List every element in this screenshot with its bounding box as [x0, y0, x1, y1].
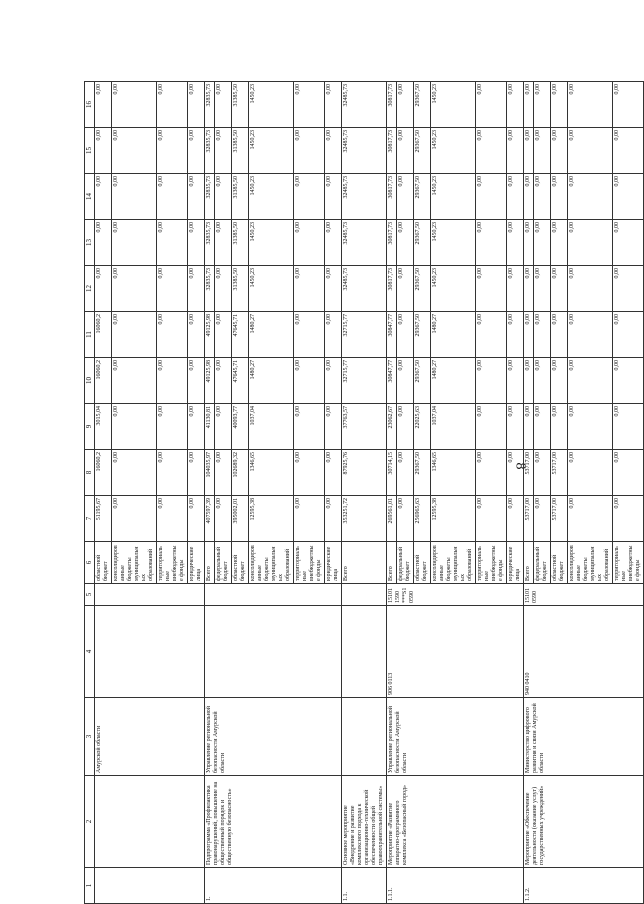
- row-name: Подпрограмма «Профилактика правонарушений, повышение на общественный порядок и общественную безопасность»: [205, 776, 342, 868]
- funding-source: консолидированные бюджеты муниципальных образований: [112, 542, 157, 584]
- row-kbk-code: 151010590: [524, 584, 644, 606]
- amount-cell: 0,00: [507, 358, 524, 404]
- amount-cell: 0,00: [325, 82, 342, 128]
- amount-cell: 0,00: [157, 266, 188, 312]
- amount-cell: 269561,01: [387, 496, 397, 542]
- amount-cell: 0,00: [551, 312, 568, 358]
- amount-cell: 0,00: [613, 82, 644, 128]
- amount-cell: 0,00: [524, 404, 534, 450]
- amount-cell: 0,00: [476, 220, 507, 266]
- amount-cell: 32715,77: [342, 312, 387, 358]
- amount-cell: 0,00: [325, 450, 342, 496]
- amount-cell: 1450,23: [431, 174, 476, 220]
- amount-cell: 31385,50: [232, 266, 249, 312]
- funding-source: федеральный бюджет: [534, 542, 551, 584]
- amount-cell: 0,00: [294, 174, 325, 220]
- amount-cell: 30817,73: [387, 174, 397, 220]
- funding-source: Всего: [205, 542, 215, 584]
- amount-cell: 29367,50: [414, 358, 431, 404]
- funding-source: областной бюджет: [95, 542, 112, 584]
- amount-cell: 0,00: [188, 220, 205, 266]
- header-cell: 7: [85, 496, 95, 542]
- amount-cell: 29367,50: [414, 128, 431, 174]
- amount-cell: 32835,73: [205, 174, 215, 220]
- amount-cell: 0,00: [476, 496, 507, 542]
- amount-cell: 0,00: [95, 266, 112, 312]
- amount-cell: 0,00: [397, 404, 414, 450]
- amount-cell: 0,00: [476, 128, 507, 174]
- amount-cell: 0,00: [507, 450, 524, 496]
- row-executor: [342, 698, 387, 776]
- funding-source: юридические лица: [507, 542, 524, 584]
- amount-cell: 30817,73: [387, 128, 397, 174]
- header-cell: 16: [85, 82, 95, 128]
- amount-cell: 53717,00: [524, 496, 534, 542]
- row-kbk-ministry: 906 0113: [387, 606, 524, 698]
- amount-cell: 1480,27: [249, 312, 294, 358]
- amount-cell: 32715,77: [342, 358, 387, 404]
- amount-cell: 1450,23: [249, 220, 294, 266]
- amount-cell: 0,00: [325, 128, 342, 174]
- amount-cell: 1480,27: [249, 358, 294, 404]
- amount-cell: 16060,2: [95, 312, 112, 358]
- amount-cell: 12595,38: [431, 496, 476, 542]
- amount-cell: 0,00: [534, 128, 551, 174]
- amount-cell: 32835,73: [205, 266, 215, 312]
- amount-cell: 30817,73: [387, 220, 397, 266]
- amount-cell: 0,00: [613, 220, 644, 266]
- amount-cell: 0,00: [568, 358, 613, 404]
- amount-cell: 29367,50: [414, 220, 431, 266]
- funding-source: областной бюджет: [414, 542, 431, 584]
- amount-cell: 1037,04: [249, 404, 294, 450]
- amount-cell: 0,00: [507, 266, 524, 312]
- amount-cell: 0,00: [507, 496, 524, 542]
- amount-cell: 0,00: [112, 174, 157, 220]
- amount-cell: 1450,23: [249, 266, 294, 312]
- amount-cell: 0,00: [613, 266, 644, 312]
- amount-cell: 0,00: [568, 312, 613, 358]
- table-body: [85, 82, 644, 904]
- row-executor: Амурской области: [95, 698, 205, 776]
- amount-cell: 0,00: [325, 266, 342, 312]
- amount-cell: 0,00: [157, 312, 188, 358]
- row-executor: Министерство цифрового развития и связи Амурской области: [524, 698, 644, 776]
- amount-cell: 0,00: [157, 174, 188, 220]
- amount-cell: 0,00: [613, 358, 644, 404]
- funding-source: консолидированные бюджеты муниципальных образований: [249, 542, 294, 584]
- amount-cell: 0,00: [215, 312, 232, 358]
- budget-table-rotated: [84, 84, 641, 904]
- amount-cell: 0,00: [568, 266, 613, 312]
- amount-cell: 0,00: [294, 496, 325, 542]
- row-name: [95, 776, 205, 868]
- amount-cell: 0,00: [568, 82, 613, 128]
- amount-cell: 0,00: [476, 358, 507, 404]
- amount-cell: 32485,73: [342, 82, 387, 128]
- amount-cell: 31385,50: [232, 82, 249, 128]
- amount-cell: 0,00: [325, 220, 342, 266]
- amount-cell: 0,00: [112, 358, 157, 404]
- amount-cell: 0,00: [294, 266, 325, 312]
- amount-cell: 0,00: [325, 358, 342, 404]
- header-cell: 5: [85, 584, 95, 606]
- amount-cell: 0,00: [524, 82, 534, 128]
- amount-cell: 1037,04: [431, 404, 476, 450]
- amount-cell: 0,00: [397, 450, 414, 496]
- amount-cell: 47645,71: [232, 358, 249, 404]
- amount-cell: 0,00: [157, 450, 188, 496]
- row-code: 1.1.1.: [387, 868, 524, 904]
- header-cell: 1: [85, 868, 95, 904]
- amount-cell: 0,00: [157, 220, 188, 266]
- amount-cell: 0,00: [534, 82, 551, 128]
- amount-cell: 353251,72: [342, 496, 387, 542]
- amount-cell: 0,00: [188, 404, 205, 450]
- amount-cell: 0,00: [507, 312, 524, 358]
- amount-cell: 1480,27: [431, 358, 476, 404]
- funding-source: территориальные внебюджетные фонды: [476, 542, 507, 584]
- row-name: Мероприятие «Обеспечение деятельности (оказание услуг) государственных учреждений»: [524, 776, 644, 868]
- amount-cell: 0,00: [157, 358, 188, 404]
- budget-table: [84, 81, 644, 904]
- amount-cell: 0,00: [294, 404, 325, 450]
- funding-source: юридические лица: [188, 542, 205, 584]
- header-cell: 6: [85, 542, 95, 584]
- amount-cell: 0,00: [507, 82, 524, 128]
- amount-cell: 0,00: [112, 496, 157, 542]
- amount-cell: 0,00: [157, 82, 188, 128]
- amount-cell: 32835,73: [205, 220, 215, 266]
- amount-cell: 0,00: [524, 312, 534, 358]
- amount-cell: 0,00: [95, 174, 112, 220]
- amount-cell: 0,00: [157, 128, 188, 174]
- amount-cell: 1450,23: [431, 266, 476, 312]
- amount-cell: 407597,39: [205, 496, 215, 542]
- amount-cell: 0,00: [112, 404, 157, 450]
- amount-cell: 0,00: [534, 404, 551, 450]
- funding-source: территориальные внебюджетные фонды: [613, 542, 644, 584]
- amount-cell: 0,00: [188, 128, 205, 174]
- header-cell: 8: [85, 450, 95, 496]
- amount-cell: 0,00: [534, 450, 551, 496]
- amount-cell: 1450,23: [431, 128, 476, 174]
- row-code: 1.1.2.: [524, 868, 644, 904]
- funding-source: Всего: [524, 542, 534, 584]
- amount-cell: 0,00: [524, 220, 534, 266]
- amount-cell: 0,00: [534, 358, 551, 404]
- amount-cell: 0,00: [534, 312, 551, 358]
- amount-cell: 0,00: [568, 174, 613, 220]
- amount-cell: 0,00: [534, 174, 551, 220]
- row-kbk-code: 151011590 ***S10590: [387, 584, 524, 606]
- header-cell: 10: [85, 358, 95, 404]
- amount-cell: 1450,23: [431, 220, 476, 266]
- amount-cell: 0,00: [294, 128, 325, 174]
- amount-cell: 32485,73: [342, 220, 387, 266]
- amount-cell: 1450,23: [431, 82, 476, 128]
- amount-cell: 0,00: [95, 82, 112, 128]
- amount-cell: 0,00: [613, 174, 644, 220]
- amount-cell: 0,00: [112, 82, 157, 128]
- funding-source: консолидированные бюджеты муниципальных образований: [568, 542, 613, 584]
- amount-cell: 0,00: [112, 220, 157, 266]
- amount-cell: 29367,50: [414, 266, 431, 312]
- amount-cell: 0,00: [568, 404, 613, 450]
- amount-cell: 0,00: [215, 266, 232, 312]
- amount-cell: 0,00: [507, 220, 524, 266]
- amount-cell: 31385,50: [232, 174, 249, 220]
- amount-cell: 0,00: [476, 450, 507, 496]
- amount-cell: 41130,81: [205, 404, 215, 450]
- funding-source: областной бюджет: [232, 542, 249, 584]
- amount-cell: 29367,50: [414, 174, 431, 220]
- amount-cell: 0,00: [215, 174, 232, 220]
- amount-cell: 53717,00: [524, 450, 534, 496]
- amount-cell: 53717,00: [551, 450, 568, 496]
- header-cell: 2: [85, 776, 95, 868]
- amount-cell: 0,00: [551, 82, 568, 128]
- amount-cell: 0,00: [534, 496, 551, 542]
- amount-cell: 30817,73: [387, 82, 397, 128]
- amount-cell: 0,00: [397, 220, 414, 266]
- header-row: [85, 82, 95, 904]
- amount-cell: 0,00: [215, 358, 232, 404]
- amount-cell: 53717,00: [551, 496, 568, 542]
- amount-cell: 0,00: [325, 312, 342, 358]
- amount-cell: 0,00: [613, 404, 644, 450]
- amount-cell: 32485,73: [342, 174, 387, 220]
- funding-source: Всего: [387, 542, 397, 584]
- row-code: 1.1.: [342, 868, 387, 904]
- amount-cell: 0,00: [325, 404, 342, 450]
- amount-cell: 0,00: [568, 128, 613, 174]
- amount-cell: 30714,15: [387, 450, 397, 496]
- amount-cell: 49125,98: [205, 312, 215, 358]
- header-cell: 12: [85, 266, 95, 312]
- amount-cell: 0,00: [551, 220, 568, 266]
- amount-cell: 0,00: [397, 496, 414, 542]
- row-kbk-ministry: [205, 606, 342, 698]
- funding-source: федеральный бюджет: [397, 542, 414, 584]
- amount-cell: 0,00: [188, 174, 205, 220]
- amount-cell: 0,00: [613, 496, 644, 542]
- header-cell: 3: [85, 698, 95, 776]
- amount-cell: 0,00: [215, 404, 232, 450]
- amount-cell: 29367,50: [414, 82, 431, 128]
- amount-cell: 32835,73: [205, 82, 215, 128]
- amount-cell: 0,00: [397, 82, 414, 128]
- amount-cell: 0,00: [188, 82, 205, 128]
- amount-cell: 0,00: [325, 174, 342, 220]
- amount-cell: 47645,71: [232, 312, 249, 358]
- row-name: Основное мероприятие «Внедрение и развитие комплексного подхода к организационно-технической обеспеченности общей правоохранительной системы»: [342, 776, 387, 868]
- row-kbk-code: [342, 584, 387, 606]
- amount-cell: 0,00: [551, 404, 568, 450]
- amount-cell: 0,00: [294, 220, 325, 266]
- funding-source: Всего: [342, 542, 387, 584]
- row-executor: Управление региональной безопасности Амурской области: [387, 698, 524, 776]
- row-code: 1.: [205, 868, 342, 904]
- amount-cell: 104035,97: [205, 450, 215, 496]
- amount-cell: 0,00: [112, 128, 157, 174]
- header-cell: 9: [85, 404, 95, 450]
- amount-cell: 0,00: [188, 450, 205, 496]
- funding-source: территориальные внебюджетные фонды: [157, 542, 188, 584]
- amount-cell: 0,00: [551, 358, 568, 404]
- amount-cell: 1450,23: [249, 174, 294, 220]
- amount-cell: 32485,73: [342, 266, 387, 312]
- amount-cell: 0,00: [534, 266, 551, 312]
- amount-cell: 30847,77: [387, 358, 397, 404]
- amount-cell: 102689,32: [232, 450, 249, 496]
- amount-cell: 0,00: [524, 128, 534, 174]
- amount-cell: 22025,63: [414, 404, 431, 450]
- amount-cell: 0,00: [476, 312, 507, 358]
- amount-cell: 0,00: [157, 496, 188, 542]
- amount-cell: 0,00: [215, 128, 232, 174]
- amount-cell: 0,00: [215, 220, 232, 266]
- amount-cell: 0,00: [294, 358, 325, 404]
- amount-cell: 0,00: [188, 358, 205, 404]
- amount-cell: 395002,01: [232, 496, 249, 542]
- table-row: [342, 82, 387, 904]
- header-cell: 13: [85, 220, 95, 266]
- amount-cell: 0,00: [188, 312, 205, 358]
- row-kbk-ministry: 940 0410: [524, 606, 644, 698]
- amount-cell: 31385,50: [232, 128, 249, 174]
- amount-cell: 0,00: [507, 174, 524, 220]
- page-number: 8: [512, 462, 528, 470]
- amount-cell: 1450,23: [249, 82, 294, 128]
- amount-cell: 32835,73: [205, 128, 215, 174]
- amount-cell: 1346,65: [249, 450, 294, 496]
- funding-source: территориальные внебюджетные фонды: [294, 542, 325, 584]
- amount-cell: 0,00: [215, 496, 232, 542]
- amount-cell: 49125,98: [205, 358, 215, 404]
- amount-cell: 0,00: [294, 312, 325, 358]
- amount-cell: 0,00: [613, 128, 644, 174]
- amount-cell: 0,00: [524, 266, 534, 312]
- table-row: [387, 82, 397, 904]
- row-kbk-code: [95, 584, 205, 606]
- amount-cell: 0,00: [524, 358, 534, 404]
- amount-cell: 0,00: [476, 404, 507, 450]
- amount-cell: 87925,76: [342, 450, 387, 496]
- amount-cell: 40093,77: [232, 404, 249, 450]
- amount-cell: 31385,50: [232, 220, 249, 266]
- amount-cell: 0,00: [476, 266, 507, 312]
- row-code: [95, 868, 205, 904]
- amount-cell: 0,00: [112, 312, 157, 358]
- amount-cell: 0,00: [294, 450, 325, 496]
- amount-cell: 0,00: [551, 174, 568, 220]
- amount-cell: 1450,23: [249, 128, 294, 174]
- amount-cell: 0,00: [476, 174, 507, 220]
- amount-cell: 0,00: [294, 82, 325, 128]
- amount-cell: 16060,2: [95, 450, 112, 496]
- amount-cell: 0,00: [568, 450, 613, 496]
- amount-cell: 23062,67: [387, 404, 397, 450]
- header-cell: 4: [85, 606, 95, 698]
- amount-cell: 256965,63: [414, 496, 431, 542]
- row-executor: Управление региональной безопасности Амурской области: [205, 698, 342, 776]
- row-kbk-code: [205, 584, 342, 606]
- amount-cell: 1346,65: [431, 450, 476, 496]
- amount-cell: 0,00: [568, 496, 613, 542]
- header-cell: 11: [85, 312, 95, 358]
- row-kbk-ministry: [95, 606, 205, 698]
- amount-cell: 30847,77: [387, 312, 397, 358]
- amount-cell: 0,00: [215, 82, 232, 128]
- table-row: [95, 82, 112, 904]
- amount-cell: 0,00: [524, 174, 534, 220]
- amount-cell: 32485,73: [342, 128, 387, 174]
- funding-source: областной бюджет: [551, 542, 568, 584]
- amount-cell: 0,00: [397, 266, 414, 312]
- row-kbk-ministry: [342, 606, 387, 698]
- amount-cell: 3015,04: [95, 404, 112, 450]
- amount-cell: 0,00: [613, 450, 644, 496]
- amount-cell: 0,00: [397, 174, 414, 220]
- amount-cell: 0,00: [534, 220, 551, 266]
- amount-cell: 0,00: [215, 450, 232, 496]
- amount-cell: 12595,38: [249, 496, 294, 542]
- amount-cell: 0,00: [397, 312, 414, 358]
- amount-cell: 0,00: [188, 496, 205, 542]
- amount-cell: 37763,57: [342, 404, 387, 450]
- funding-source: федеральный бюджет: [215, 542, 232, 584]
- header-cell: 14: [85, 174, 95, 220]
- amount-cell: 29367,50: [414, 312, 431, 358]
- amount-cell: 0,00: [325, 496, 342, 542]
- amount-cell: 0,00: [112, 266, 157, 312]
- amount-cell: 0,00: [551, 266, 568, 312]
- amount-cell: 0,00: [188, 266, 205, 312]
- amount-cell: 0,00: [476, 82, 507, 128]
- funding-source: консолидированные бюджеты муниципальных образований: [431, 542, 476, 584]
- amount-cell: 29367,50: [414, 450, 431, 496]
- amount-cell: 51195,67: [95, 496, 112, 542]
- amount-cell: 0,00: [112, 450, 157, 496]
- amount-cell: 1480,27: [431, 312, 476, 358]
- amount-cell: 0,00: [613, 312, 644, 358]
- amount-cell: 16060,2: [95, 358, 112, 404]
- amount-cell: 30817,73: [387, 266, 397, 312]
- amount-cell: 0,00: [95, 128, 112, 174]
- amount-cell: 0,00: [568, 220, 613, 266]
- amount-cell: 0,00: [507, 128, 524, 174]
- amount-cell: 0,00: [397, 128, 414, 174]
- row-name: Мероприятие «Развитие аппаратно-программного комплекса «Безопасный город»: [387, 776, 524, 868]
- header-cell: 15: [85, 128, 95, 174]
- table-row: [524, 82, 534, 904]
- funding-source: юридические лица: [325, 542, 342, 584]
- amount-cell: 0,00: [95, 220, 112, 266]
- amount-cell: 0,00: [157, 404, 188, 450]
- amount-cell: 0,00: [551, 128, 568, 174]
- table-row: [205, 82, 215, 904]
- amount-cell: 0,00: [397, 358, 414, 404]
- amount-cell: 0,00: [507, 404, 524, 450]
